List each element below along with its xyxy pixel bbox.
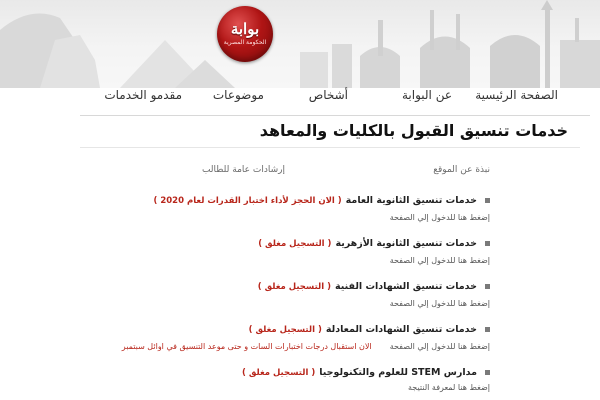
service-enter-link[interactable]: إضغط هنا للدخول إلي الصفحة: [389, 256, 490, 265]
service-status[interactable]: ( التسجيل مغلق ): [241, 367, 316, 378]
nav-service-providers[interactable]: مقدمو الخدمات: [104, 88, 182, 102]
service-title[interactable]: خدمات تنسيق الشهادات الفنية: [335, 281, 477, 292]
egypt-portal-logo[interactable]: [217, 6, 273, 62]
service-note: الان استقبال درجات اختبارات السات و حتى موعد التنسيق في اوائل سبتمبر: [121, 342, 372, 351]
service-status[interactable]: ( التسجيل مغلق ): [258, 238, 332, 249]
bullet-icon: [485, 198, 490, 203]
nav-divider: [80, 115, 590, 116]
bullet-icon: [485, 241, 490, 246]
page-title: خدمات تنسيق القبول بالكليات والمعاهد: [259, 121, 568, 140]
site-header: [0, 0, 600, 88]
nav-topics[interactable]: موضوعات: [212, 88, 264, 102]
service-item: [70, 324, 490, 351]
service-item: [70, 195, 490, 222]
service-result-link[interactable]: إضغط هنا لمعرفة النتيجة: [408, 383, 490, 392]
student-guidance-link[interactable]: إرشادات عامة للطالب: [201, 165, 285, 175]
service-item: [70, 238, 490, 265]
cairo-skyline-illustration: [0, 0, 600, 88]
logo-text: بوابة: [230, 20, 260, 38]
service-enter-link[interactable]: إضغط هنا للدخول إلي الصفحة: [389, 299, 490, 308]
service-title[interactable]: مدارس STEM للعلوم والتكنولوجيا: [319, 367, 477, 378]
title-divider: [80, 147, 580, 148]
main-nav: [0, 80, 600, 114]
service-status[interactable]: ( التسجيل مغلق ): [257, 281, 331, 292]
nav-home[interactable]: الصفحة الرئيسية: [475, 88, 558, 102]
bullet-icon: [485, 327, 490, 332]
service-enter-link[interactable]: إضغط هنا للدخول إلي الصفحة: [389, 213, 490, 222]
service-title[interactable]: خدمات تنسيق الشهادات المعادلة: [325, 324, 477, 335]
service-status[interactable]: ( الان الحجز لأداء اختبار القدرات لعام 2020 ): [153, 195, 342, 206]
service-enter-link[interactable]: إضغط هنا للدخول إلي الصفحة: [389, 342, 490, 351]
service-title[interactable]: خدمات تنسيق الثانوية الأزهرية: [335, 238, 477, 249]
bullet-icon: [485, 284, 490, 289]
service-status[interactable]: ( التسجيل مغلق ): [248, 324, 322, 335]
nav-people[interactable]: أشخاص: [308, 88, 348, 102]
service-item: [70, 367, 490, 392]
nav-about[interactable]: عن البوابة: [401, 88, 452, 102]
service-item: [70, 281, 490, 308]
about-site-link[interactable]: نبذة عن الموقع: [433, 165, 490, 175]
bullet-icon: [485, 370, 490, 375]
logo-subtitle: الحكومة المصرية: [223, 39, 267, 46]
service-title[interactable]: خدمات تنسيق الثانوية العامة: [345, 195, 477, 206]
